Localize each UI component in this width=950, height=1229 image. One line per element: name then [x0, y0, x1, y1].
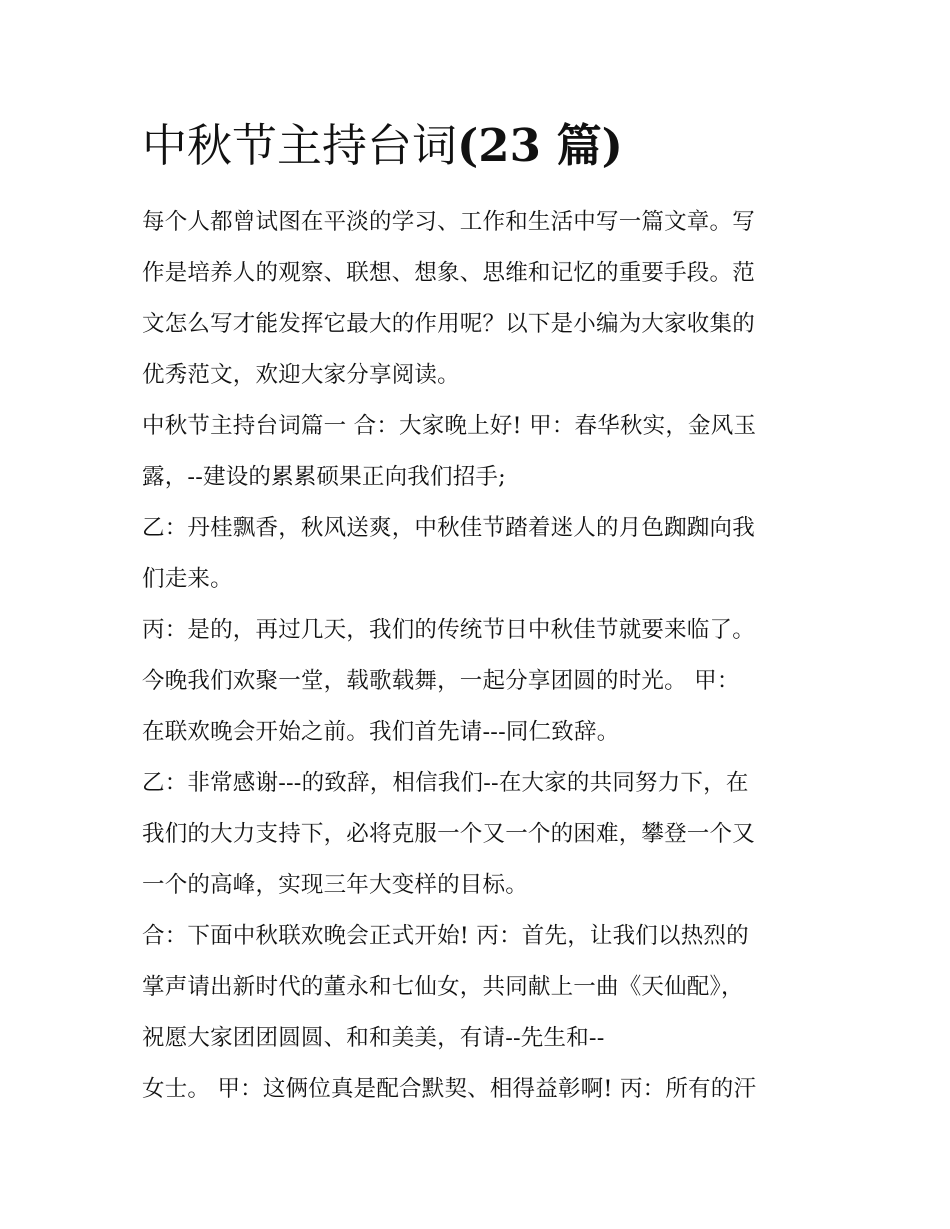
- text-line: 我们的大力支持下，必将克服一个又一个的困难，攀登一个又: [142, 821, 755, 847]
- title-count: (23 篇): [457, 119, 623, 172]
- text-line: 一个的高峰，实现三年大变样的目标。: [142, 872, 528, 898]
- text-line: 每个人都曾试图在平淡的学习、工作和生活中写一篇文章。写: [142, 209, 755, 235]
- text-line: 文怎么写才能发挥它最大的作用呢？以下是小编为大家收集的: [142, 311, 755, 337]
- text-line: 在联欢晚会开始之前。我们首先请---同仁致辞。: [142, 719, 620, 745]
- page-title: [142, 114, 623, 178]
- text-line: 祝愿大家团团圆圆、和和美美，有请--先生和--: [142, 1025, 605, 1051]
- text-line: 合：下面中秋联欢晚会正式开始! 丙：首先，让我们以热烈的: [142, 923, 749, 949]
- text-line: 露，--建设的累累硕果正向我们招手;: [142, 464, 506, 490]
- text-line: 今晚我们欢聚一堂，载歌载舞，一起分享团圆的时光。 甲：: [142, 668, 740, 694]
- text-line: 乙：丹桂飘香，秋风送爽，中秋佳节踏着迷人的月色踟踟向我: [142, 515, 755, 541]
- text-line: 掌声请出新时代的董永和七仙女，共同献上一曲《天仙配》，: [142, 974, 744, 1000]
- text-line: 丙：是的，再过几天，我们的传统节日中秋佳节就要来临了。: [142, 617, 755, 643]
- text-line: 作是培养人的观察、联想、想象、思维和记忆的重要手段。范: [142, 260, 755, 286]
- text-line: 优秀范文，欢迎大家分享阅读。: [142, 362, 460, 388]
- text-line: 中秋节主持台词篇一 合：大家晚上好! 甲：春华秋实，金风玉: [142, 413, 757, 439]
- text-line: 们走来。: [142, 566, 233, 592]
- title-text: 中秋节主持台词: [142, 119, 458, 172]
- body-text: [142, 197, 832, 1115]
- text-line: 女士。 甲：这俩位真是配合默契、相得益彰啊! 丙：所有的汗: [142, 1076, 757, 1102]
- text-line: 乙：非常感谢---的致辞，相信我们--在大家的共同努力下，在: [142, 770, 749, 796]
